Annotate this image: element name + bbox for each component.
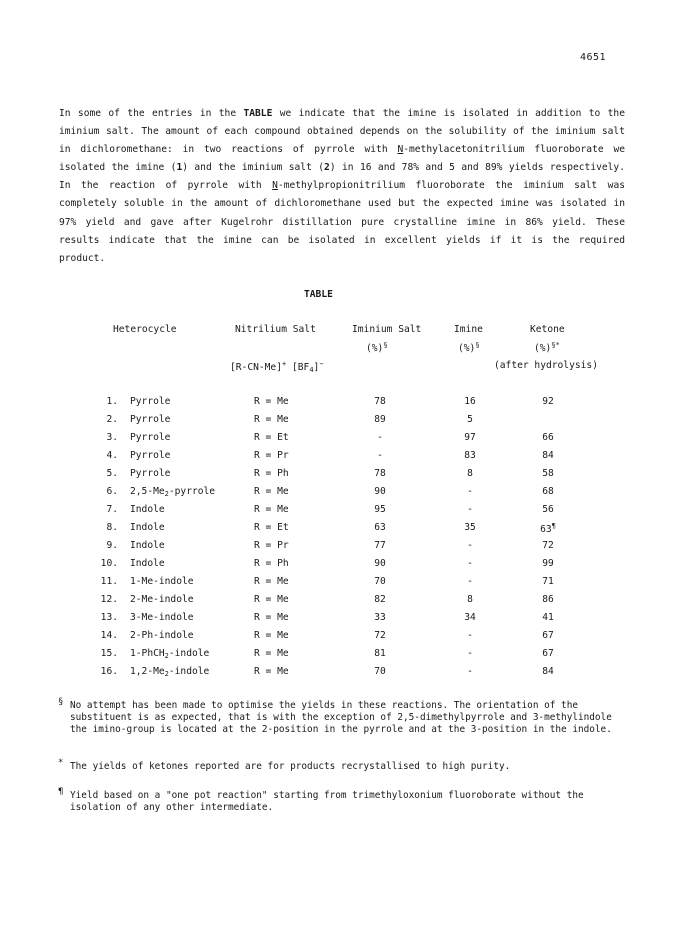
header-nitrilium-salt: Nitrilium Salt <box>235 324 316 335</box>
iminium-yield-cell: 70 <box>374 666 386 677</box>
ketone-yield-cell: 63¶ <box>540 522 556 536</box>
heterocycle-cell: Indole <box>130 522 165 533</box>
unit-label: (%) <box>458 343 476 355</box>
row-number: 13. <box>100 612 118 623</box>
subscript: 2 <box>164 670 169 678</box>
intro-n-italic: N <box>397 144 404 156</box>
imine-yield-cell: 83 <box>464 450 476 461</box>
imine-yield-cell: 35 <box>464 522 476 533</box>
row-number: 4. <box>106 450 118 461</box>
iminium-yield-cell: 63 <box>374 522 386 533</box>
header-iminium-unit <box>366 341 388 354</box>
table-row <box>0 504 680 520</box>
heterocycle-cell: Pyrrole <box>130 468 171 479</box>
ketone-yield-cell: 41 <box>542 612 554 623</box>
iminium-yield-cell: 72 <box>374 630 386 641</box>
formula-part: [R-CN-Me] <box>230 362 282 374</box>
table-row <box>0 540 680 556</box>
footnote-mark: * <box>58 758 64 768</box>
intro-n-italic: N <box>272 180 278 192</box>
ketone-yield-cell: 56 <box>542 504 554 515</box>
ketone-yield-cell: 99 <box>542 558 554 569</box>
intro-paragraph <box>59 105 625 268</box>
imine-yield-cell: - <box>467 504 473 515</box>
row-number: 5. <box>106 468 118 479</box>
footnote-section <box>58 697 626 737</box>
heterocycle-cell: Indole <box>130 540 165 551</box>
heterocycle-cell: 1-PhCH$_2$-indole <box>130 648 210 660</box>
imine-yield-cell: 8 <box>467 468 473 479</box>
iminium-yield-cell: 89 <box>374 414 386 425</box>
nitrilium-cell: R = Me <box>254 414 289 425</box>
table-row <box>0 468 680 484</box>
table-row <box>0 612 680 628</box>
nitrilium-cell: R = Me <box>254 612 289 623</box>
heterocycle-cell: Indole <box>130 504 165 515</box>
row-number: 16. <box>100 666 118 677</box>
heterocycle-cell: Pyrrole <box>130 414 171 425</box>
ketone-yield-cell: 67 <box>542 630 554 641</box>
iminium-yield-cell: 81 <box>374 648 386 659</box>
intro-table-ref: TABLE <box>243 108 273 119</box>
footnote-text: Yield based on a "one pot reaction" starting from trimethyloxonium fluoroborate without the isolation of any other intermediate. <box>70 790 584 814</box>
heterocycle-cell: Pyrrole <box>130 450 171 461</box>
compound-ref-2: 2 <box>324 162 330 174</box>
imine-yield-cell: 5 <box>467 414 473 425</box>
table-row <box>0 558 680 574</box>
ketone-yield-cell: 92 <box>542 396 554 407</box>
iminium-yield-cell: 78 <box>374 396 386 407</box>
imine-yield-cell: - <box>467 558 473 569</box>
nitrilium-cell: R = Me <box>254 666 289 677</box>
ketone-yield-cell: 67 <box>542 648 554 659</box>
heterocycle-cell: Indole <box>130 558 165 569</box>
iminium-yield-cell: 78 <box>374 468 386 479</box>
footnote-mark: § <box>58 697 64 707</box>
subscript: 2 <box>164 652 169 660</box>
nitrilium-cell: R = Me <box>254 648 289 659</box>
table-row <box>0 630 680 646</box>
row-number: 14. <box>100 630 118 641</box>
iminium-yield-cell: - <box>377 432 383 443</box>
intro-text: -methylpropionitrilium fluoroborate the iminium salt was completely soluble in the amount of dichloromethane used but the expected imine was isolated in 97% yield and gave after Kugelrohr distillation pure crystalline imine in 86% yield. These results indicate that the imine can be isolated in excellent yields if it is the required product. <box>59 180 625 264</box>
ketone-yield-cell: 66 <box>542 432 554 443</box>
intro-text: In some of the entries in the <box>59 108 244 119</box>
iminium-yield-cell: 90 <box>374 558 386 569</box>
iminium-yield-cell: 70 <box>374 576 386 587</box>
heterocycle-cell: Pyrrole <box>130 396 171 407</box>
footnote-mark: ¶ <box>58 787 64 797</box>
row-number: 3. <box>106 432 118 443</box>
formula-charge: − <box>319 360 324 368</box>
compound-ref-1: 1 <box>176 162 183 174</box>
nitrilium-cell: R = Me <box>254 630 289 641</box>
imine-yield-cell: - <box>467 540 473 551</box>
heterocycle-cell: $2,5-Me_2$-pyrrole <box>130 486 216 498</box>
intro-text: ) and the iminium salt ( <box>182 162 325 174</box>
header-ketone-unit <box>534 341 560 354</box>
nitrilium-cell: R = Me <box>254 486 289 497</box>
iminium-yield-cell: - <box>377 450 383 461</box>
nitrilium-cell: R = Et <box>254 522 289 533</box>
ketone-yield-cell: 72 <box>542 540 554 551</box>
table-row <box>0 396 680 412</box>
footnote-text: The yields of ketones reported are for products recrystallised to high purity. <box>70 761 511 772</box>
footnote-ref: ¶ <box>551 522 556 530</box>
row-number: 15. <box>100 648 118 659</box>
heterocycle-cell: 2-Me-indole <box>130 594 194 605</box>
imine-yield-cell: - <box>467 576 473 587</box>
imine-yield-cell: - <box>467 648 473 659</box>
nitrilium-cell: R = Me <box>254 576 289 587</box>
imine-yield-cell: 16 <box>464 396 476 407</box>
row-number: 11. <box>100 576 118 587</box>
formula-subscript: 4 <box>309 366 314 375</box>
heterocycle-cell: 3-Me-indole <box>130 612 194 623</box>
formula-part: ] <box>313 362 320 374</box>
iminium-yield-cell: 33 <box>374 612 386 623</box>
intro-text: we indicate that the imine is isolated in addition to the iminium salt. The amount of each compound obtained depends on the solubility of the iminium salt in dichloromethane: in two reactions of pyrrole with <box>59 108 625 156</box>
footnote-ref: §* <box>551 341 560 349</box>
footnote-one-pot <box>58 787 626 814</box>
table-row <box>0 576 680 592</box>
nitrilium-cell: R = Me <box>254 396 289 407</box>
subscript: 2 <box>164 490 169 498</box>
table-row <box>0 486 680 502</box>
table-row <box>0 594 680 610</box>
iminium-yield-cell: 82 <box>374 594 386 605</box>
iminium-yield-cell: 90 <box>374 486 386 497</box>
table-row <box>0 414 680 430</box>
ketone-yield-cell: 68 <box>542 486 554 497</box>
ketone-yield-cell: 58 <box>542 468 554 479</box>
row-number: 10. <box>100 558 118 569</box>
imine-yield-cell: - <box>467 666 473 677</box>
iminium-yield-cell: 77 <box>374 540 386 551</box>
header-iminium-salt: Iminium Salt <box>352 324 422 335</box>
table-title: TABLE <box>304 289 333 300</box>
unit-label: (%) <box>534 343 552 355</box>
imine-yield-cell: 97 <box>464 432 476 443</box>
ketone-yield-cell: 84 <box>542 450 554 461</box>
row-number: 1. <box>106 396 118 407</box>
header-imine: Imine <box>454 324 483 335</box>
row-number: 7. <box>106 504 118 515</box>
heterocycle-cell: $1,2-Me_2$-indole <box>130 666 210 678</box>
nitrilium-cell: R = Pr <box>254 450 289 461</box>
footnote-text: No attempt has been made to optimise the yields in these reactions. The orientation of the substituent is as expected, that is with the exception of 2,5-dimethylpyrrole and 3-methylindole the imino-group is located at the 2-position in the pyrrole and at the 3-position in the indole. <box>70 700 612 736</box>
intro-text: ) in 16 and 78% and 5 and 89% yields respectively. In the reaction of pyrrole with <box>59 162 625 192</box>
table-row <box>0 450 680 466</box>
imine-yield-cell: - <box>467 630 473 641</box>
row-number: 8. <box>106 522 118 533</box>
intro-text: -methylacetonitrilium fluoroborate we isolated the imine ( <box>59 144 626 174</box>
page-number: 4651 <box>580 52 607 63</box>
footnote-ref: § <box>383 341 388 349</box>
nitrilium-cell: R = Me <box>254 504 289 515</box>
ketone-yield-cell: 86 <box>542 594 554 605</box>
imine-yield-cell: - <box>467 486 473 497</box>
table-row <box>0 648 680 664</box>
ketone-yield-cell: 71 <box>542 576 554 587</box>
formula-charge: + <box>281 360 287 368</box>
row-number: 6. <box>106 486 118 497</box>
row-number: 12. <box>100 594 118 605</box>
nitrilium-cell: R = Me <box>254 594 289 605</box>
imine-yield-cell: 34 <box>464 612 476 623</box>
header-imine-unit <box>458 341 480 354</box>
iminium-yield-cell: 95 <box>374 504 386 515</box>
footnote-ketones <box>58 758 626 773</box>
ketone-yield-cell: 84 <box>542 666 554 677</box>
row-number: 2. <box>106 414 118 425</box>
header-heterocycle: Heterocycle <box>113 324 177 335</box>
heterocycle-cell: 1-Me-indole <box>130 576 194 587</box>
row-number: 9. <box>106 540 118 551</box>
nitrilium-cell: R = Pr <box>254 540 289 551</box>
table-row <box>0 432 680 448</box>
imine-yield-cell: 8 <box>467 594 473 605</box>
nitrilium-cell: R = Ph <box>254 468 289 479</box>
header-ketone-note: (after hydrolysis) <box>494 360 598 371</box>
table-row <box>0 666 680 682</box>
heterocycle-cell: Pyrrole <box>130 432 171 443</box>
header-nitrilium-formula <box>230 360 324 374</box>
footnote-ref: § <box>475 341 480 349</box>
header-ketone: Ketone <box>530 324 565 335</box>
table-row <box>0 522 680 538</box>
formula-part: [BF <box>286 362 310 374</box>
heterocycle-cell: 2-Ph-indole <box>130 630 194 641</box>
nitrilium-cell: R = Et <box>254 432 289 443</box>
nitrilium-cell: R = Ph <box>254 558 289 569</box>
unit-label: (%) <box>366 343 384 355</box>
